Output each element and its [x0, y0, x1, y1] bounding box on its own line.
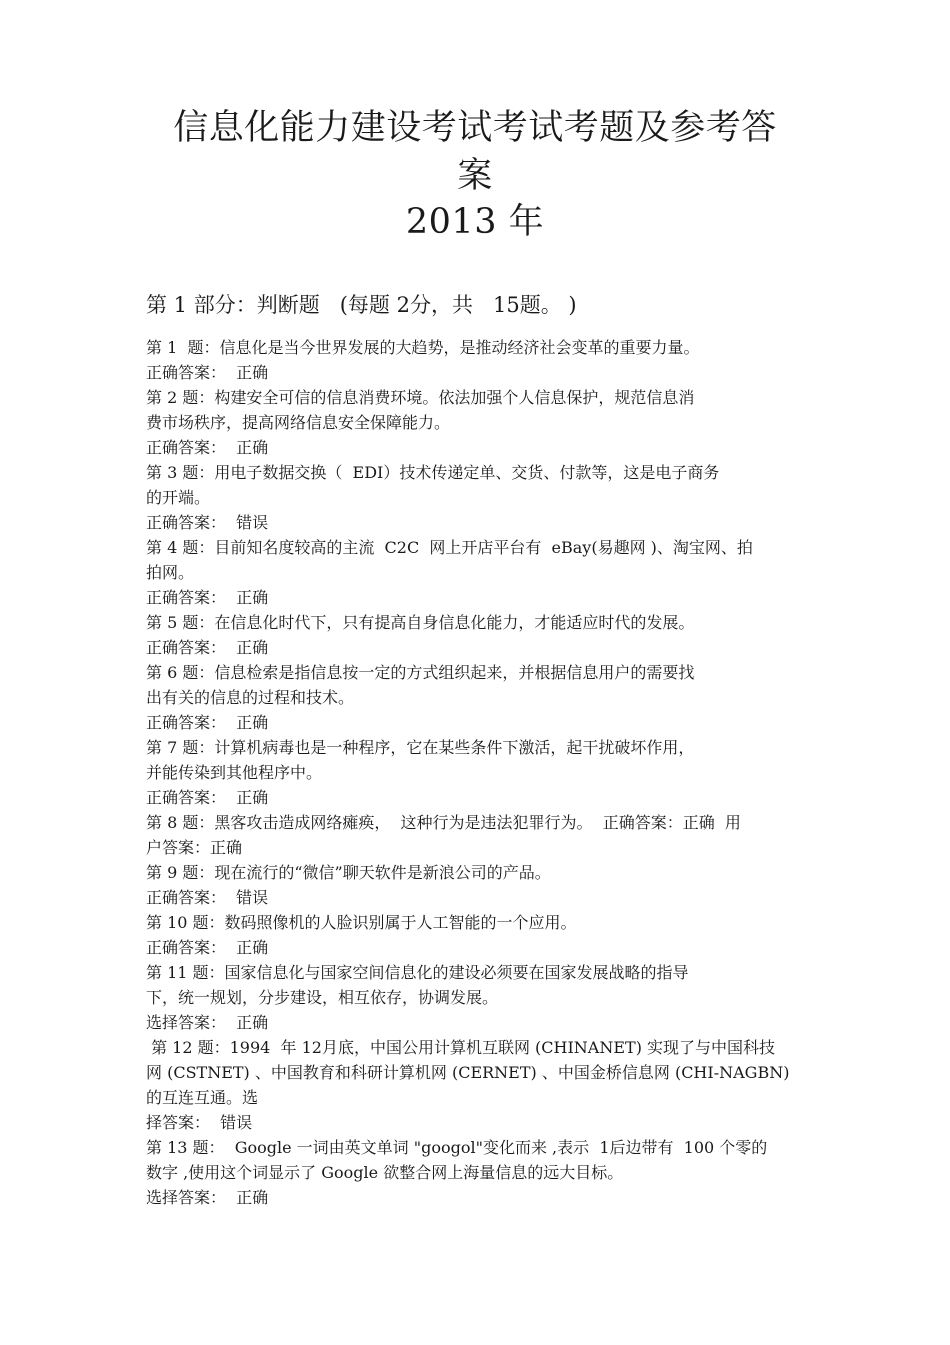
question-list	[146, 335, 826, 1210]
text-line: 正确答案： 正确	[146, 438, 269, 457]
text-line: 下，统一规划，分步建设，相互依存，协调发展。	[146, 988, 499, 1007]
text-line: 第 13 题： Google 一词由英文单词 "googol"变化而来 ,表示 1后边带有 100 个零的	[146, 1138, 768, 1157]
text-line: 第 11 题：国家信息化与国家空间信息化的建设必须要在国家发展战略的指导	[146, 963, 689, 982]
text-line: 择答案： 错误	[146, 1113, 253, 1132]
text-line: 的开端。	[146, 488, 211, 507]
section-heading: 第 1 部分：判断题 (每题 2分，共 15题。 )	[146, 293, 577, 317]
text-line: 第 9 题：现在流行的“微信”聊天软件是新浪公司的产品。	[146, 863, 551, 882]
text-line: 第 4 题：目前知名度较高的主流 C2C 网上开店平台有 eBay(易趣网 )、淘宝网、拍	[146, 538, 753, 557]
text-line: 正确答案： 正确	[146, 588, 269, 607]
text-line: 数字 ,使用这个词显示了 Google 欲整合网上海量信息的远大目标。	[146, 1163, 624, 1182]
text-line: 第 2 题：构建安全可信的信息消费环境。依法加强个人信息保护，规范信息消	[146, 388, 695, 407]
text-line: 出有关的信息的过程和技术。	[146, 688, 355, 707]
text-line: 正确答案： 正确	[146, 638, 269, 657]
text-line: 正确答案： 正确	[146, 363, 269, 382]
text-line: 第 5 题：在信息化时代下，只有提高自身信息化能力，才能适应时代的发展。	[146, 613, 695, 632]
text-line: 第 8 题：黑客攻击造成网络瘫痪， 这种行为是违法犯罪行为。 正确答案：正确 用	[146, 813, 741, 832]
text-line: 正确答案： 正确	[146, 938, 269, 957]
text-line: 拍网。	[146, 563, 195, 582]
text-line: 正确答案： 错误	[146, 888, 269, 907]
text-line: 正确答案： 错误	[146, 513, 269, 532]
text-line: 正确答案： 正确	[146, 788, 269, 807]
text-line: 网 (CSTNET) 、中国教育和科研计算机网 (CERNET) 、中国金桥信息网 (CHI-NAGBN)	[146, 1063, 790, 1082]
document-title-line-2: 案	[457, 156, 493, 196]
text-line: 户答案：正确	[146, 838, 243, 857]
text-line: 第 12 题：1994 年 12月底，中国公用计算机互联网 (CHINANET) 实现了与中国科技	[146, 1038, 776, 1057]
text-line: 第 1 题：信息化是当今世界发展的大趋势，是推动经济社会变革的重要力量。	[146, 338, 700, 357]
text-line: 选择答案： 正确	[146, 1013, 269, 1032]
text-line: 正确答案： 正确	[146, 713, 269, 732]
text-line: 第 10 题：数码照像机的人脸识别属于人工智能的一个应用。	[146, 913, 577, 932]
document-title-year: 2013 年	[405, 202, 545, 242]
text-line: 选择答案： 正确	[146, 1188, 269, 1207]
text-line: 第 3 题：用电子数据交换（ EDI）技术传递定单、交货、付款等，这是电子商务	[146, 463, 720, 482]
text-line: 的互连互通。选	[146, 1088, 259, 1107]
text-line: 第 6 题：信息检索是指信息按一定的方式组织起来，并根据信息用户的需要找	[146, 663, 695, 682]
document-title-line-1: 信息化能力建设考试考试考题及参考答	[173, 108, 777, 148]
text-line: 并能传染到其他程序中。	[146, 763, 323, 782]
text-line: 第 7 题：计算机病毒也是一种程序，它在某些条件下激活，起干扰破坏作用，	[146, 738, 695, 757]
text-line: 费市场秩序，提高网络信息安全保障能力。	[146, 413, 451, 432]
